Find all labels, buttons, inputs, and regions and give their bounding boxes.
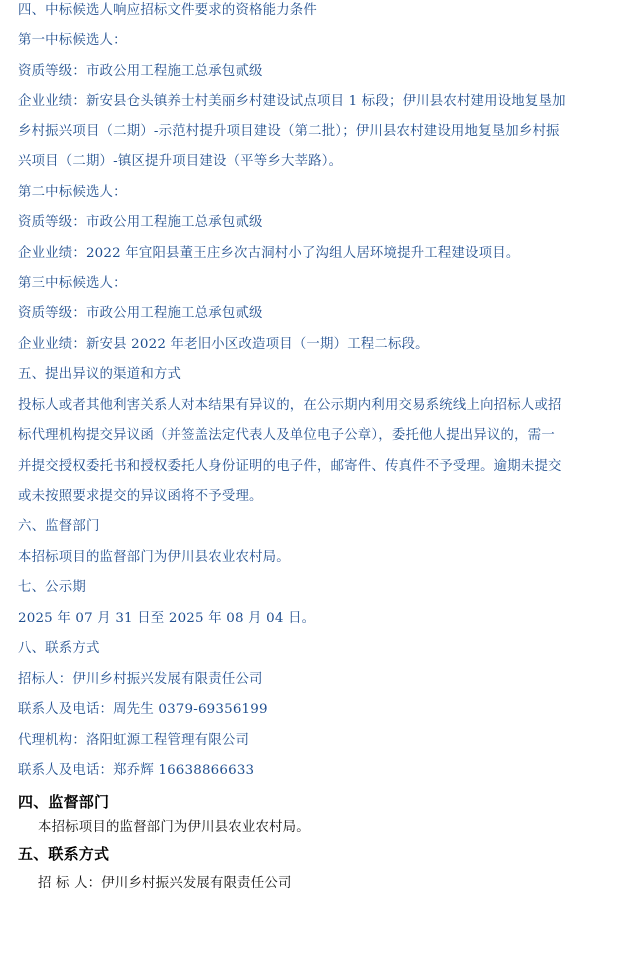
agency-contact-line: 联系人及电话：郑乔辉 16638866633 [18, 763, 255, 778]
candidate-2-performance: 企业业绩：2022 年宜阳县董王庄乡次古洞村小了沟组人居环境提升工程建设项目。 [18, 246, 520, 261]
bottom-contact-heading: 五、联系方式 [18, 845, 110, 863]
objection-text-line-2: 标代理机构提交异议函（并签盖法定代表人及单位电子公章），委托他人提出异议的，需一 [18, 428, 555, 443]
publicity-period: 2025 年 07 月 31 日至 2025 年 08 月 04 日。 [18, 611, 316, 626]
candidate-3-performance: 企业业绩：新安县 2022 年老旧小区改造项目（一期）工程二标段。 [18, 337, 429, 352]
candidate-1-performance-line-3: 兴项目（二期）-镇区提升项目建设（平等乡大莘路）。 [18, 154, 343, 169]
tenderer-line: 招标人：伊川乡村振兴发展有限责任公司 [18, 672, 263, 687]
candidate-3-qualification: 资质等级：市政公用工程施工总承包贰级 [18, 306, 263, 321]
objection-text-line-1: 投标人或者其他利害关系人对本结果有异议的，在公示期内利用交易系统线上向招标人或招 [18, 398, 562, 413]
candidate-1-qualification: 资质等级：市政公用工程施工总承包贰级 [18, 64, 263, 79]
candidate-1-performance-line-1: 企业业绩：新安县仓头镇养士村美丽乡村建设试点项目 1 标段；伊川县农村建用设地复垦加 [18, 94, 566, 109]
section-8-heading: 八、联系方式 [18, 641, 100, 656]
candidate-2-qualification: 资质等级：市政公用工程施工总承包贰级 [18, 215, 263, 230]
candidate-1-performance-line-2: 乡村振兴项目（二期）-示范村提升项目建设（第二批）；伊川县农村建设用地复垦加乡村振 [18, 124, 560, 139]
bottom-supervision-text: 本招标项目的监督部门为伊川县农业农村局。 [38, 820, 310, 835]
section-4-heading: 四、中标候选人响应招标文件要求的资格能力条件 [18, 3, 317, 18]
candidate-1-label: 第一中标候选人： [18, 33, 127, 48]
section-7-heading: 七、公示期 [18, 580, 86, 595]
section-5-heading: 五、提出异议的渠道和方式 [18, 367, 182, 382]
objection-text-line-4: 或未按照要求提交的异议函将不予受理。 [18, 489, 263, 504]
bottom-tenderer-line: 招 标 人：伊川乡村振兴发展有限责任公司 [38, 876, 292, 891]
tenderer-contact-line: 联系人及电话：周先生 0379-69356199 [18, 702, 268, 717]
bottom-supervision-heading: 四、监督部门 [18, 793, 110, 811]
agency-line: 代理机构：洛阳虹源工程管理有限公司 [18, 733, 250, 748]
candidate-2-label: 第二中标候选人： [18, 185, 127, 200]
objection-text-line-3: 并提交授权委托书和授权委托人身份证明的电子件，邮寄件、传真件不予受理。逾期未提交 [18, 459, 562, 474]
supervision-text: 本招标项目的监督部门为伊川县农业农村局。 [18, 550, 290, 565]
candidate-3-label: 第三中标候选人： [18, 276, 127, 291]
section-6-heading: 六、监督部门 [18, 519, 100, 534]
